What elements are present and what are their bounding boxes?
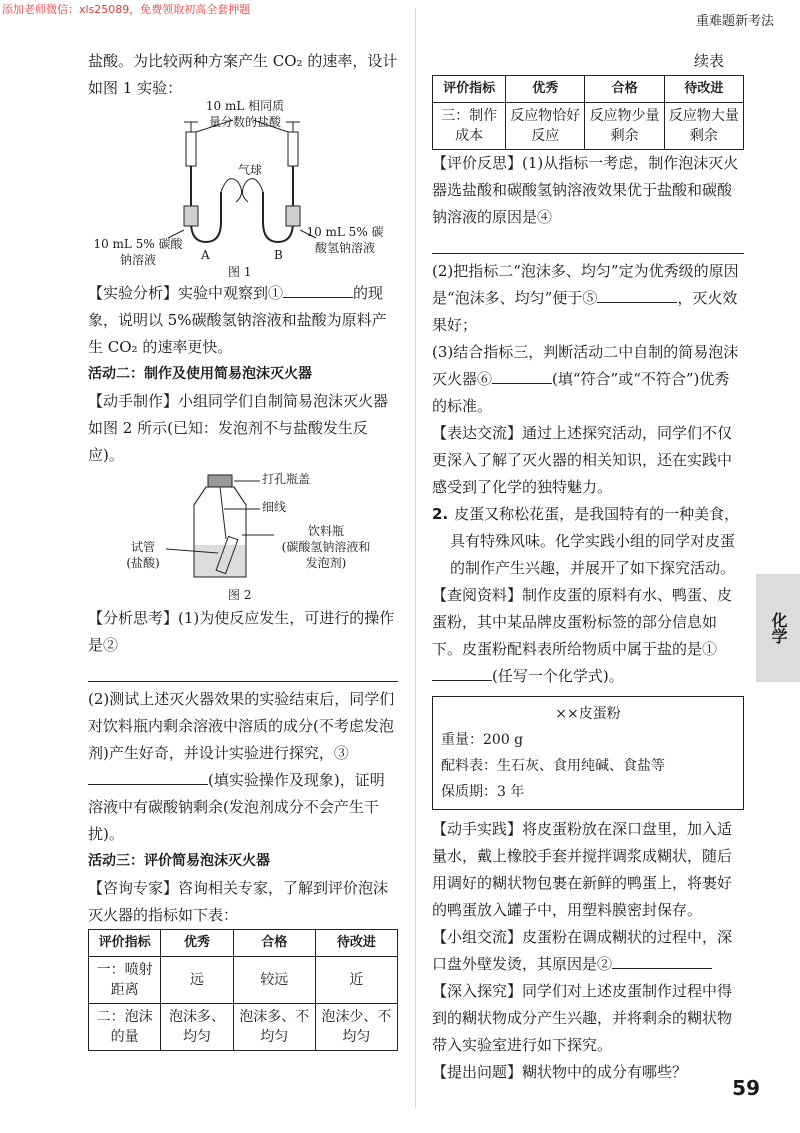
- table-cell: 泡沫多、均匀: [161, 1004, 233, 1051]
- table-header: 合格: [233, 930, 315, 957]
- fig2-label-string: 细线: [262, 500, 287, 514]
- fig2-label-cap: 打孔瓶盖: [262, 472, 311, 486]
- answer-blank-1[interactable]: [283, 283, 353, 298]
- fig1-label-top: 10 mL 相同质量分数的盐酸: [205, 99, 285, 129]
- table-row: [433, 103, 744, 150]
- reflection-2: (2)把指标二“泡沫多、均匀”定为优秀级的原因是“泡沫多、均匀”便于⑤ ，灭火效果好；: [432, 262, 739, 334]
- fig1-label-left: 10 mL 5% 碳酸钠溶液: [93, 237, 183, 267]
- answer-blank-5[interactable]: [597, 288, 677, 303]
- figure-2: [88, 469, 398, 605]
- table-cell: 反应物少量剩余: [585, 103, 664, 150]
- answer-blank-q2-1[interactable]: [432, 666, 492, 681]
- table-cell: 较远: [233, 957, 315, 1004]
- subject-side-tab: 化学: [756, 574, 800, 682]
- table-row: [89, 957, 398, 1004]
- table-header: 待改进: [664, 76, 743, 103]
- answer-blank-q2-2[interactable]: [612, 954, 712, 969]
- product-label-title: ××皮蛋粉: [555, 706, 621, 722]
- evaluation-table-continued: [432, 75, 744, 150]
- analysis-question-2: (2)测试上述灭火器效果的实验结束后，同学们对饮料瓶内剩余溶液中溶质的成分(不考虑发泡剂)产生好奇，并设计实验进行探究，③(填实验操作及现象)，证明溶液中有碳酸钠剩余(发泡剂成分不会产生干扰)。: [88, 690, 395, 843]
- table-cell: 反应物恰好反应: [506, 103, 585, 150]
- product-label-weight: 重量：200 g: [441, 732, 524, 748]
- continued-label: 续表: [693, 52, 724, 70]
- fig1-label-b: B: [274, 248, 283, 262]
- analysis-question-1: 【分析思考】(1)为使反应发生，可进行的操作是②: [88, 609, 395, 654]
- table-header: 评价指标: [89, 930, 161, 957]
- question-2-number: 2.: [432, 505, 449, 523]
- evaluation-table: [88, 929, 398, 1051]
- fig1-label-right: 10 mL 5% 碳酸氢钠溶液: [306, 225, 384, 255]
- table-cell: 反应物大量剩余: [664, 103, 743, 150]
- fig1-label-a: A: [201, 248, 210, 262]
- lookup-info: 【查阅资料】制作皮蛋的原料有水、鸭蛋、皮蛋粉，其中某品牌皮蛋粉标签的部分信息如下。皮蛋粉配料表所给物质中属于盐的是①(任写一个化学式)。: [432, 586, 733, 685]
- fig1-caption: 图 1: [228, 265, 252, 279]
- table-cell: 二：泡沫的量: [89, 1004, 161, 1051]
- raise-question: 【提出问题】糊状物中的成分有哪些？: [432, 1063, 688, 1081]
- expression-exchange: 【表达交流】通过上述探究活动，同学们不仅更深入了解了灭火器的相关知识，还在实践中感受到了化学的独特魅力。: [432, 424, 733, 496]
- activity-3-heading: 活动三：评价简易泡沫灭火器: [88, 853, 270, 869]
- answer-line-2[interactable]: [88, 659, 398, 682]
- right-column: [432, 48, 744, 1086]
- answer-blank-6[interactable]: [492, 369, 552, 384]
- table-cell: 泡沫多、不均匀: [233, 1004, 315, 1051]
- reflection-3: (3)结合指标三，判断活动二中自制的简易泡沫灭火器⑥ (填“符合”或“不符合”)优秀的标准。: [432, 343, 739, 415]
- table-cell: 远: [161, 957, 233, 1004]
- page-number: 59: [732, 1076, 760, 1100]
- in-depth-inquiry: 【深入探究】同学们对上述皮蛋制作过程中得到的糊状物成分产生兴趣，并将剩余的糊状物带入实验室进行如下探究。: [432, 982, 733, 1054]
- table-cell: 近: [315, 957, 397, 1004]
- answer-blank-3[interactable]: [88, 770, 208, 785]
- table-cell: 一：喷射距离: [89, 957, 161, 1004]
- hands-on-paragraph: 【动手制作】小组同学们自制简易泡沫灭火器如图 2 所示(已知：发泡剂不与盐酸发生反应)。: [88, 392, 389, 464]
- activity-2-heading: 活动二：制作及使用简易泡沫灭火器: [88, 366, 312, 382]
- table-header: 优秀: [506, 76, 585, 103]
- watermark-text: 添加老师微信：xls25089，免费领取初高全套押题: [2, 3, 251, 16]
- fig2-label-tube: 试管 (盐酸): [126, 540, 160, 570]
- fig2-label-bottle: 饮料瓶 (碳酸氢钠溶液和发泡剂): [281, 524, 371, 570]
- table-header: 评价指标: [433, 76, 506, 103]
- table-cell: 泡沫少、不均匀: [315, 1004, 397, 1051]
- fig2-caption: 图 2: [228, 588, 252, 602]
- table-row: [89, 1004, 398, 1051]
- experiment-analysis: 【实验分析】实验中观察到① 的现象，说明以 5%碳酸氢钠溶液和盐酸为原料产生 CO₂ 的速率更快。: [88, 284, 387, 356]
- product-label-box: [432, 696, 744, 810]
- paragraph-intro: 盐酸。为比较两种方案产生 CO₂ 的速率，设计如图 1 实验：: [88, 52, 398, 97]
- page-header: 重难题新考法: [695, 14, 774, 29]
- consult-paragraph: 【咨询专家】咨询相关专家，了解到评价泡沫灭火器的指标如下表：: [88, 879, 389, 924]
- fig1-label-balloon: 气球: [238, 163, 263, 177]
- product-label-shelf-life: 保质期：3 年: [441, 784, 525, 800]
- table-header: 待改进: [315, 930, 397, 957]
- answer-line-4[interactable]: [432, 231, 744, 254]
- column-divider: [415, 8, 416, 1108]
- reflection-1: 【评价反思】(1)从指标一考虑，制作泡沫灭火器选盐酸和碳酸氢钠溶液效果优于盐酸和碳酸钠溶液的原因是④: [432, 154, 739, 226]
- hands-on-practice: 【动手实践】将皮蛋粉放在深口盘里，加入适量水，戴上橡胶手套并搅拌调浆成糊状，随后用调好的糊状物包裹在新鲜的鸭蛋上，将裹好的鸭蛋放入罐子中，用塑料膜密封保存。: [432, 820, 733, 919]
- table-header: 优秀: [161, 930, 233, 957]
- table-cell: 三：制作成本: [433, 103, 506, 150]
- left-column: [88, 48, 398, 1051]
- product-label-ingredients: 配料表：生石灰、食用纯碱、食盐等: [441, 758, 665, 774]
- question-2: 2. 皮蛋又称松花蛋，是我国特有的一种美食，具有特殊风味。化学实践小组的同学对皮蛋的制作产生兴趣，并展开了如下探究活动。: [432, 505, 740, 577]
- group-exchange: 【小组交流】皮蛋粉在调成糊状的过程中，深口盘外壁发烫，其原因是②: [432, 928, 733, 973]
- table-header: 合格: [585, 76, 664, 103]
- figure-1: [88, 99, 398, 280]
